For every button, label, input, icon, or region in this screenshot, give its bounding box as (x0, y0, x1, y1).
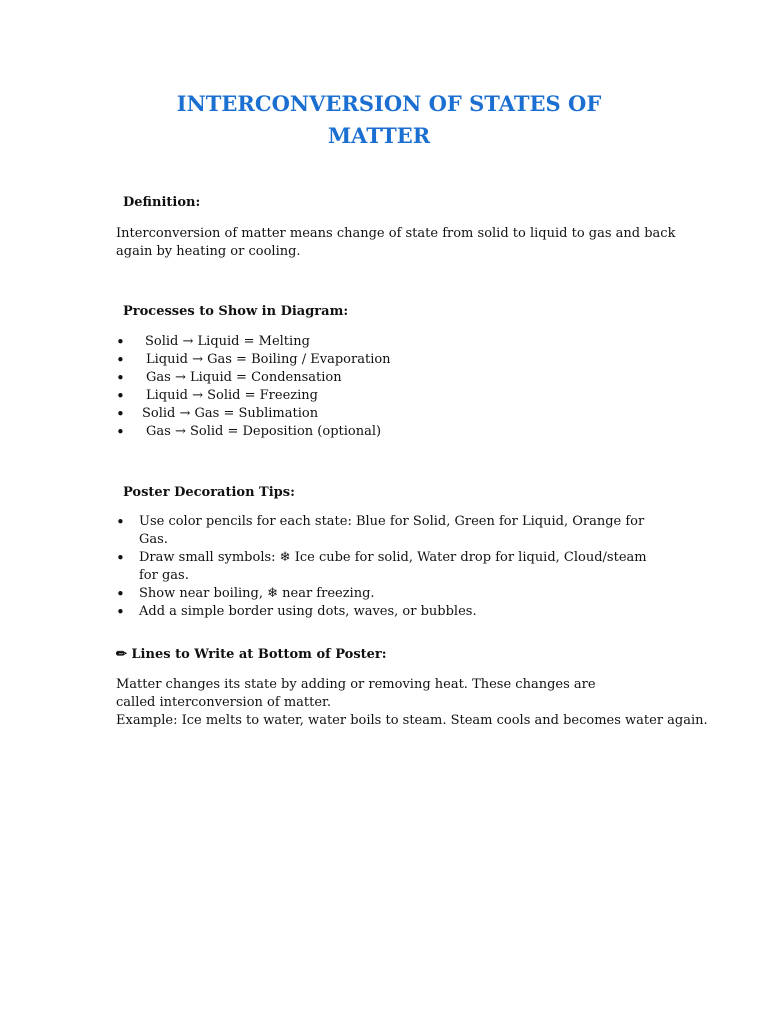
bullet-icon: • (116, 369, 125, 387)
process-text: Solid → Gas = Sublimation (142, 406, 319, 421)
process-text: Solid → Liquid = Melting (145, 334, 310, 349)
process-text: Liquid → Gas = Boiling / Evaporation (146, 352, 391, 367)
title-line-1: INTERCONVERSION OF STATES OF (176, 91, 602, 116)
bullet-icon: • (116, 333, 125, 351)
tip-text: Draw small symbols: ❄ Ice cube for solid, Water drop for liquid, Cloud/steam for gas. (139, 550, 647, 583)
definition-heading: Definition: (123, 195, 201, 210)
bullet-icon: • (116, 423, 125, 441)
definition-text: Interconversion of matter means change of state from solid to liquid to gas and back again by heating or cooling. (116, 226, 676, 259)
bullet-icon: • (116, 351, 125, 369)
bullet-icon: • (116, 549, 125, 567)
tip-text: Show near boiling, ❄ near freezing. (139, 586, 375, 601)
bullet-icon: • (116, 585, 125, 603)
list-item (116, 603, 649, 621)
bottom-lines-heading: ✏ Lines to Write at Bottom of Poster: (116, 647, 387, 662)
processes-heading: Processes to Show in Diagram: (123, 304, 349, 319)
process-text: Gas → Solid = Deposition (optional) (146, 424, 382, 439)
tips-list (116, 513, 649, 621)
tip-text: Use color pencils for each state: Blue for Solid, Green for Liquid, Orange for Gas. (139, 514, 645, 547)
page-title (0, 88, 768, 152)
list-item (116, 513, 649, 549)
title-line-2: MATTER (327, 123, 431, 148)
bullet-icon: • (116, 387, 125, 405)
list-item (116, 585, 649, 603)
bottom-text-2: Example: Ice melts to water, water boils to steam. Steam cools and becomes water again. (116, 713, 708, 728)
process-text: Gas → Liquid = Condensation (146, 370, 342, 385)
bottom-text-1: Matter changes its state by adding or removing heat. These changes are called interconversion of matter. (116, 677, 596, 710)
tip-text: Add a simple border using dots, waves, or bubbles. (139, 604, 477, 619)
bullet-icon: • (116, 405, 125, 423)
bullet-icon: • (116, 513, 125, 531)
process-text: Liquid → Solid = Freezing (146, 388, 318, 403)
bullet-icon: • (116, 603, 125, 621)
tips-heading: Poster Decoration Tips: (123, 485, 295, 500)
list-item (116, 549, 649, 585)
